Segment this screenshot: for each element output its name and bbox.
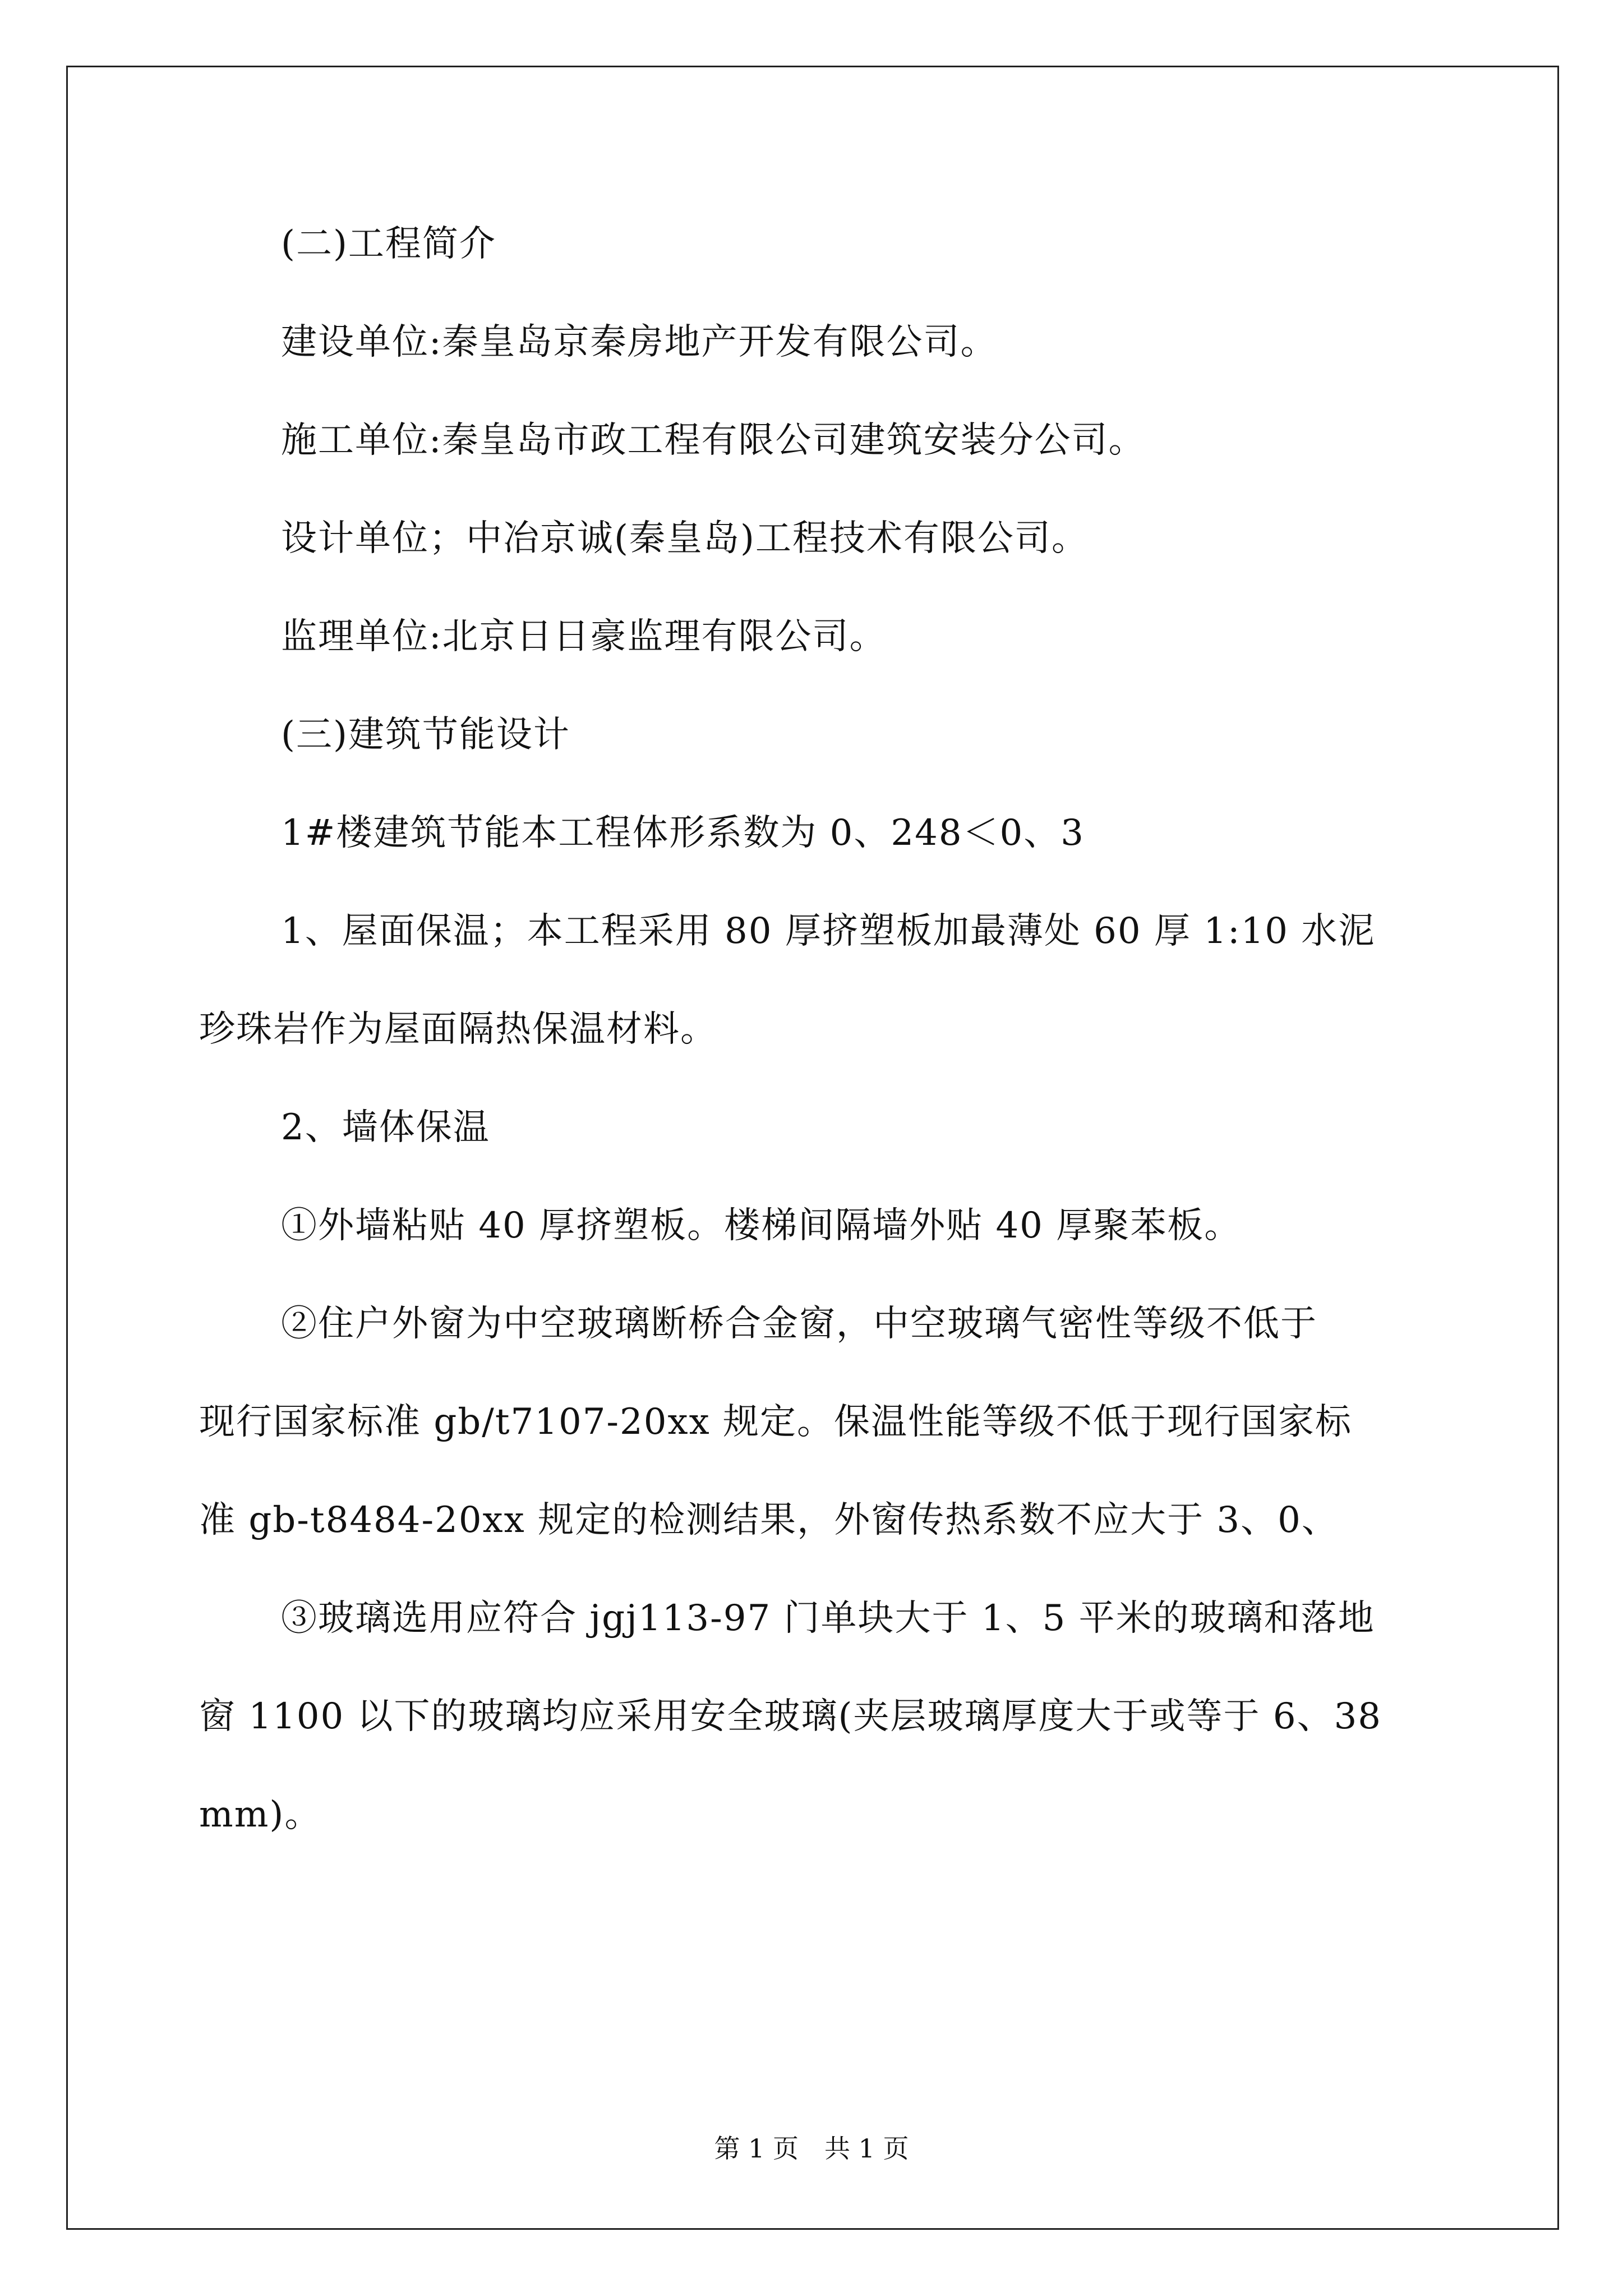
design-unit-line: 设计单位；中冶京诚(秦皇岛)工程技术有限公司。 <box>281 518 1089 559</box>
window-line-1: ②住户外窗为中空玻璃断桥合金窗，中空玻璃气密性等级不低于 <box>281 1303 1317 1345</box>
glass-line-2: 窗 1100 以下的玻璃均应采用安全玻璃(夹层玻璃厚度大于或等于 6、38 <box>199 1696 1382 1737</box>
window-line-2: 现行国家标准 gb/t7107-20xx 规定。保温性能等级不低于现行国家标 <box>199 1401 1353 1443</box>
exterior-wall-item: ①外墙粘贴 40 厚挤塑板。楼梯间隔墙外贴 40 厚聚苯板。 <box>281 1205 1242 1246</box>
document-body <box>199 216 1438 1843</box>
roof-insulation-line-1: 1、屋面保温；本工程采用 80 厚挤塑板加最薄处 60 厚 1:10 水泥 <box>281 910 1376 952</box>
builder-unit-line: 施工单位:秦皇岛市政工程有限公司建筑安装分公司。 <box>281 420 1146 461</box>
section-heading-project-intro: (二)工程简介 <box>281 223 496 265</box>
shape-coefficient-line: 1#楼建筑节能本工程体形系数为 0、248＜0、3 <box>281 812 1085 854</box>
roof-insulation-paragraph <box>199 903 1438 1057</box>
window-line-3: 准 gb-t8484-20xx 规定的检测结果，外窗传热系数不应大于 3、0、 <box>199 1499 1339 1541</box>
supervision-unit-line: 监理单位:北京日日豪监理有限公司。 <box>281 616 887 657</box>
glass-line-3: mm)。 <box>199 1794 322 1835</box>
section-heading-energy-design: (三)建筑节能设计 <box>281 714 570 756</box>
roof-insulation-line-2: 珍珠岩作为屋面隔热保温材料。 <box>199 1009 717 1050</box>
wall-insulation-heading: 2、墙体保温 <box>281 1107 490 1148</box>
construction-unit-line: 建设单位:秦皇岛京秦房地产开发有限公司。 <box>281 321 998 363</box>
window-paragraph <box>199 1296 1438 1548</box>
page-number-footer: 第 1 页 共 1 页 <box>714 2133 909 2164</box>
glass-paragraph <box>199 1590 1438 1843</box>
glass-line-1: ③玻璃选用应符合 jgj113-97 门单块大于 1、5 平米的玻璃和落地 <box>281 1598 1375 1639</box>
